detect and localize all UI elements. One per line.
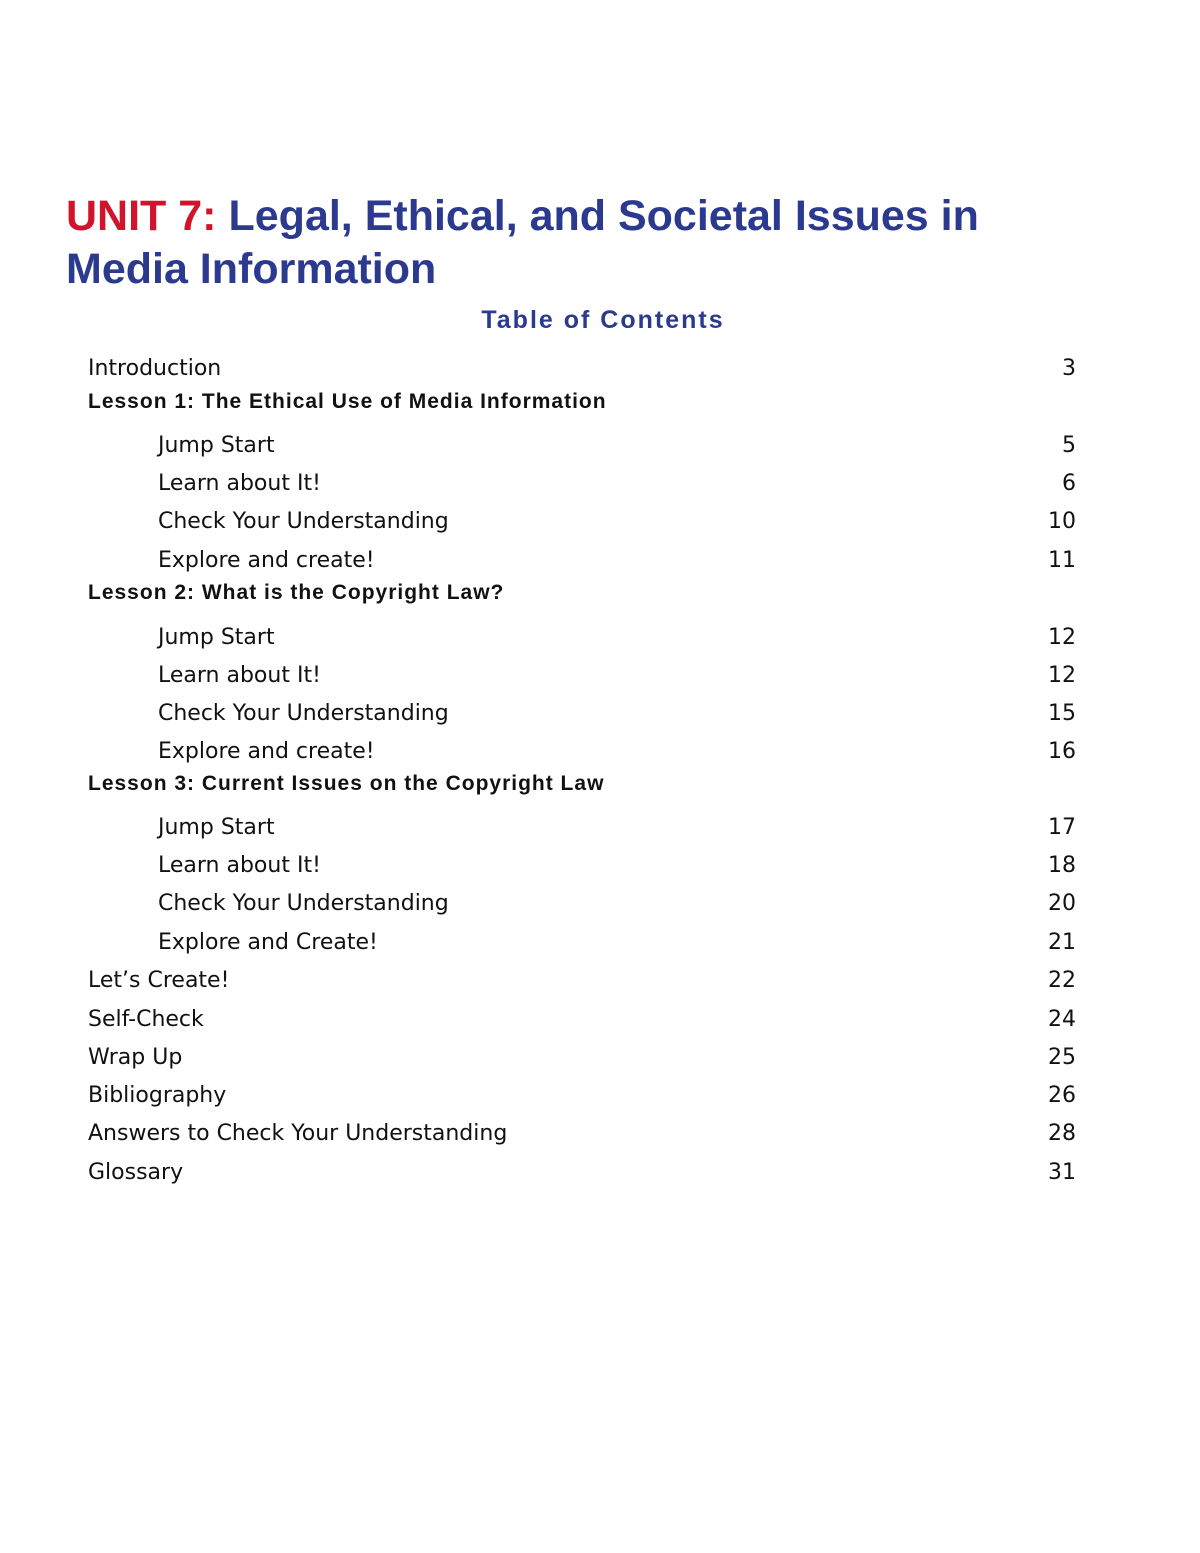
toc-entry-page: 26	[1048, 1082, 1076, 1108]
toc-entry-label: Wrap Up	[88, 1044, 183, 1070]
toc-entry-page: 31	[1048, 1159, 1076, 1185]
toc-entry-learn-about-it[interactable]	[88, 466, 1076, 500]
toc-entry-page: 20	[1048, 890, 1076, 916]
toc-lesson-2[interactable]	[88, 576, 1076, 610]
toc-entry-bibliography[interactable]	[88, 1078, 1076, 1112]
toc-entry-page: 17	[1048, 814, 1076, 840]
toc-entry-page: 5	[1062, 432, 1076, 458]
toc-entry-page: 10	[1048, 508, 1076, 534]
toc-entry-label: Learn about It!	[158, 852, 321, 878]
toc-entry-label: Explore and Create!	[158, 929, 378, 955]
toc-entry-label: Explore and create!	[158, 738, 375, 764]
toc-entry-check-understanding[interactable]	[88, 504, 1076, 538]
toc-entry-check-understanding[interactable]	[88, 696, 1076, 730]
toc-entry-label: Let’s Create!	[88, 967, 230, 993]
toc-entry-page: 28	[1048, 1120, 1076, 1146]
toc-entry-label: Check Your Understanding	[158, 890, 449, 916]
toc-entry-label: Jump Start	[158, 814, 275, 840]
toc-lesson-label: Lesson 3: Current Issues on the Copyright Law	[88, 772, 605, 795]
toc-entry-lets-create[interactable]	[88, 963, 1076, 997]
toc-entry-page: 18	[1048, 852, 1076, 878]
toc-entry-label: Bibliography	[88, 1082, 227, 1108]
toc-entry-explore-create[interactable]	[88, 734, 1076, 768]
toc-entry-jump-start[interactable]	[88, 428, 1076, 462]
toc-entry-wrap-up[interactable]	[88, 1040, 1076, 1074]
toc-entry-label: Introduction	[88, 355, 222, 381]
toc-entry-page: 12	[1048, 662, 1076, 688]
toc-entry-glossary[interactable]	[88, 1155, 1076, 1189]
toc-entry-page: 21	[1048, 929, 1076, 955]
unit-number: UNIT 7:	[66, 192, 217, 240]
toc-entry-introduction[interactable]	[88, 351, 1076, 385]
toc-entry-learn-about-it[interactable]	[88, 658, 1076, 692]
toc-entry-self-check[interactable]	[88, 1002, 1076, 1036]
toc-entry-page: 16	[1048, 738, 1076, 764]
toc-heading: Table of Contents	[481, 306, 725, 334]
toc-entry-page: 25	[1048, 1044, 1076, 1070]
toc-entry-label: Glossary	[88, 1159, 184, 1185]
toc-entry-label: Explore and create!	[158, 547, 375, 573]
toc-entry-jump-start[interactable]	[88, 620, 1076, 654]
toc-entry-explore-create[interactable]	[88, 543, 1076, 577]
toc-entry-check-understanding[interactable]	[88, 886, 1076, 920]
toc-entry-page: 11	[1048, 547, 1076, 573]
toc-entry-label: Jump Start	[158, 624, 275, 650]
toc-lesson-3[interactable]	[88, 767, 1076, 801]
toc-entry-explore-create[interactable]	[88, 925, 1076, 959]
toc-entry-page: 15	[1048, 700, 1076, 726]
toc-entry-label: Check Your Understanding	[158, 508, 449, 534]
toc-entry-label: Answers to Check Your Understanding	[88, 1120, 508, 1146]
unit-title-text: Legal, Ethical, and Societal Issues in Media Information	[66, 192, 979, 293]
toc-entry-page: 12	[1048, 624, 1076, 650]
toc-lesson-1[interactable]	[88, 385, 1076, 419]
toc-entry-jump-start[interactable]	[88, 810, 1076, 844]
toc-entry-page: 6	[1062, 470, 1076, 496]
toc-entry-label: Check Your Understanding	[158, 700, 449, 726]
toc-entry-label: Jump Start	[158, 432, 275, 458]
toc-entry-label: Learn about It!	[158, 470, 321, 496]
toc-lesson-label: Lesson 2: What is the Copyright Law?	[88, 581, 505, 604]
toc-entry-page: 3	[1062, 355, 1076, 381]
toc-lesson-label: Lesson 1: The Ethical Use of Media Information	[88, 390, 607, 413]
toc-entry-label: Learn about It!	[158, 662, 321, 688]
toc-entry-page: 24	[1048, 1006, 1076, 1032]
toc-entry-page: 22	[1048, 967, 1076, 993]
toc-entry-answers[interactable]	[88, 1116, 1076, 1150]
toc-entry-label: Self-Check	[88, 1006, 204, 1032]
unit-title	[66, 190, 1066, 296]
toc-entry-learn-about-it[interactable]	[88, 848, 1076, 882]
